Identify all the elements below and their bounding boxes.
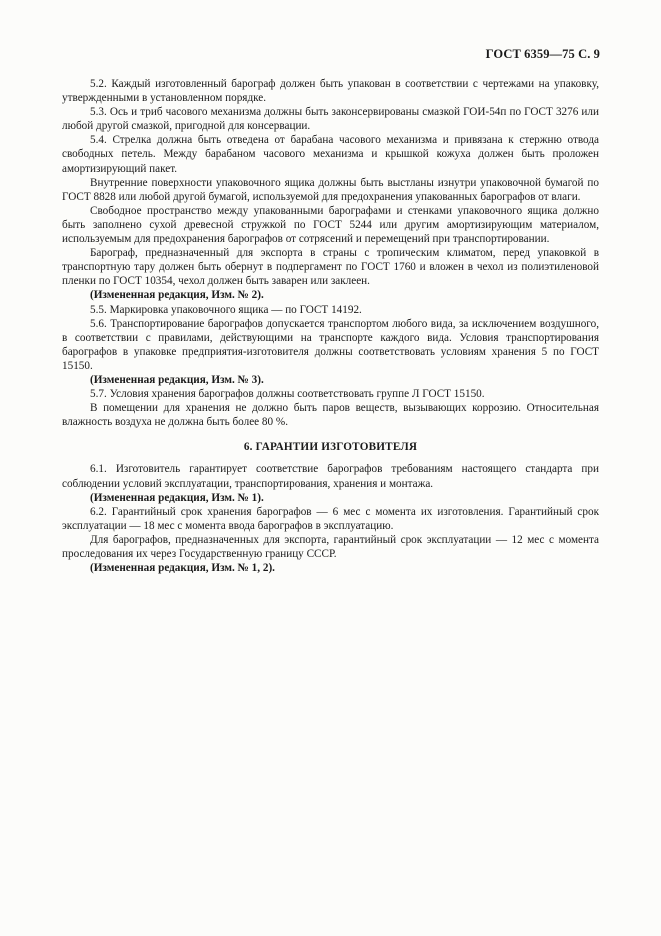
page-header: ГОСТ 6359—75 С. 9 (485, 47, 600, 61)
amendment-note: (Измененная редакция, Изм. № 3). (90, 373, 264, 386)
paragraph: Свободное пространство между упакованными барографами и стенками упаковочного ящика должно быть заполнено сухой древесной стружкой по ГОСТ 5244 или другим амортизирующим материалом, используемым для предохранения барографов от сотрясений и перемещений при транспортировании. (62, 204, 599, 246)
paragraph: Внутренние поверхности упаковочного ящика должны быть выстланы изнутри упаковочной бумагой по ГОСТ 8828 или любой другой бумагой, используемой для предохранения упакованных барографов от влаги. (62, 176, 599, 203)
amendment-note: (Измененная редакция, Изм. № 1). (90, 491, 264, 504)
paragraph: В помещении для хранения не должно быть паров веществ, вызывающих коррозию. Относительная влажность воздуха не должна быть более 80 %. (62, 402, 599, 429)
paragraph: 5.6. Транспортирование барографов допускается транспортом любого вида, за исключением воздушного, в соответствии с правилами, действующими на транспорте каждого вида. Условия транспортирования барографов в упаковке предприятия-изготовителя должны соответствовать условиям хранения 5 по ГОСТ 15150. (62, 317, 599, 372)
section-5-body (62, 77, 599, 429)
paragraph: 6.2. Гарантийный срок хранения барографов — 6 мес с момента их изготовления. Гарантийный срок эксплуатации — 18 мес с момента ввода барографов в эксплуатацию. (62, 505, 599, 532)
section-6-body (62, 462, 599, 575)
section-heading: 6. ГАРАНТИИ ИЗГОТОВИТЕЛЯ (243, 441, 418, 454)
paragraph: 5.7. Условия хранения барографов должны соответствовать группе Л ГОСТ 15150. (90, 388, 485, 401)
paragraph: 6.1. Изготовитель гарантирует соответствие барографов требованиям настоящего стандарта при соблюдении условий эксплуатации, транспортирования, хранения и монтажа. (62, 463, 599, 490)
amendment-note: (Измененная редакция, Изм. № 2). (90, 289, 264, 302)
paragraph: Для барографов, предназначенных для экспорта, гарантийный срок эксплуатации — 12 мес с момента проследования их через Государственную границу СССР. (62, 533, 599, 560)
amendment-note: (Измененная редакция, Изм. № 1, 2). (90, 562, 275, 575)
page-content (62, 77, 599, 575)
paragraph: 5.2. Каждый изготовленный барограф должен быть упакован в соответствии с чертежами на упаковку, утвержденными в установленном порядке. (62, 78, 599, 105)
paragraph: 5.3. Ось и триб часового механизма должны быть законсервированы смазкой ГОИ-54п по ГОСТ 3276 или любой другой смазкой, пригодной для консервации. (62, 106, 599, 133)
paragraph: Барограф, предназначенный для экспорта в страны с тропическим климатом, перед упаковкой в транспортную тару должен быть обернут в подпергамент по ГОСТ 1760 и вложен в чехол из полиэтиленовой пленки по ГОСТ 10354, чехол должен быть заварен или заклеен. (62, 247, 599, 288)
paragraph: 5.4. Стрелка должна быть отведена от барабана часового механизма и привязана к стержню отвода свободных петель. Между барабаном часового механизма и крышкой кожуха должен быть проложен амортизирующий пакет. (62, 134, 599, 175)
paragraph: 5.5. Маркировка упаковочного ящика — по ГОСТ 14192. (90, 303, 362, 316)
